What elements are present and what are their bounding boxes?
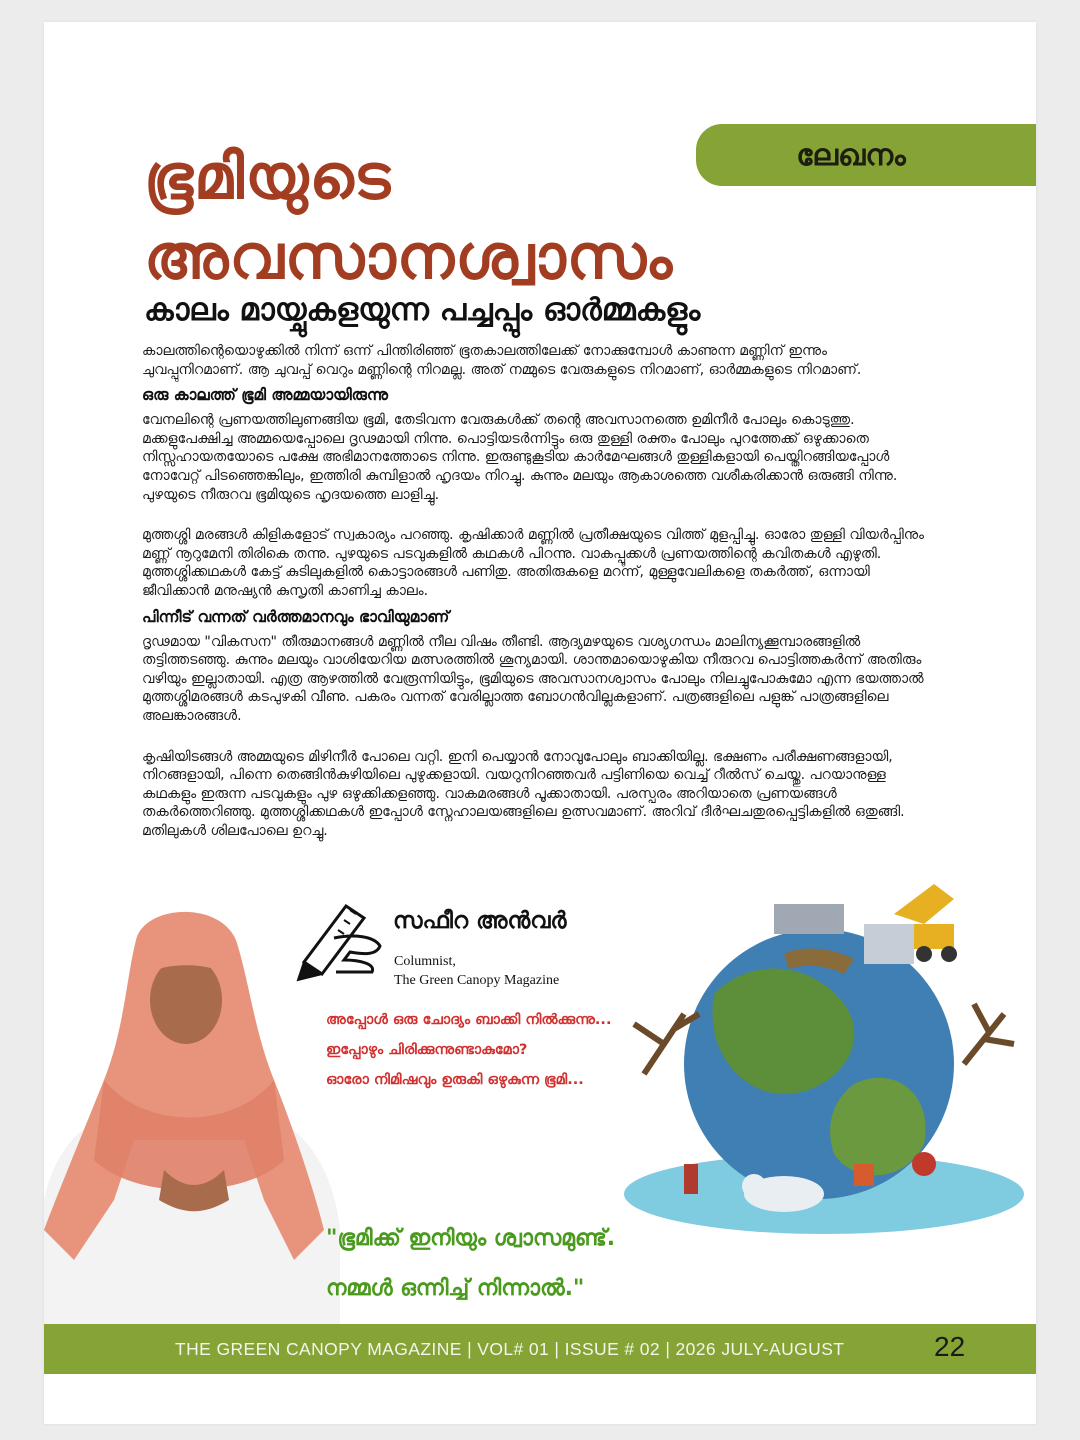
section-heading-1: ഒരു കാലത്ത് ഭൂമി അമ്മയായിരുന്നു [142, 386, 389, 405]
article-body [142, 342, 932, 840]
intro-paragraph: കാലത്തിന്റെയൊഴുക്കിൽ നിന്ന് ഒന്ന് പിന്തിരിഞ്ഞ് ഭൂതകാലത്തിലേക്ക് നോക്കുമ്പോൾ കാണുന്ന മണ്ണിന് ഇന്നും ചുവപ്പുനിറമാണ്. ആ ചുവപ്പ് വെറും മണ്ണിന്റെ നിറമല്ല. അത് നമ്മുടെ വേരുകളുടെ നിറമാണ്, ഓർമ്മകളുടെ നിറമാണ്. [142, 343, 862, 378]
paragraph-4: കൃഷിയിടങ്ങൾ അമ്മയുടെ മിഴിനീർ പോലെ വറ്റി. ഇനി പെയ്യാൻ നോവുപോലും ബാക്കിയില്ല. ഭക്ഷണം പരീക്ഷണങ്ങളായി, നിറങ്ങളായി, പിന്നെ തെങ്ങിൻകുഴിയിലെ പുഴുക്കളായി. വയറുനിറഞ്ഞവർ പട്ടിണിയെ വെച്ച് റീൽസ് ചെയ്തു. പറയാനുള്ള കഥകളും ഇരുന്ന പടവുകളും പുഴ ഒഴുക്കിക്കളഞ്ഞു. വാകമരങ്ങൾ പൂക്കാതായി. പരസ്പരം അറിയാതെ പ്രണയങ്ങൾ തകർത്തെറിഞ്ഞു. മുത്തശ്ശിക്കഥകൾ ഇപ്പോൾ സ്നേഹാലയങ്ങളിലെ ഉത്സവമാണ്. അറിവ് ദീർഘചതുരപ്പെട്ടികളിൽ ഒതുങ്ങി. മതിലുകൾ ശിലപോലെ ഉറച്ചു. [142, 748, 905, 839]
author-role: Columnist, [394, 954, 456, 969]
section-heading-2: പിന്നീട് വന്നത് വർത്തമാനവും ഭാവിയുമാണ് [142, 607, 450, 626]
title-line-1: ഭൂമിയുടെ [144, 140, 392, 213]
author-name: സഫീറ അൻവർ [393, 908, 567, 934]
paragraph-1: വേനലിന്റെ പ്രണയത്തിലുണങ്ങിയ ഭൂമി, തേടിവന്ന വേരുകൾക്ക് തന്റെ അവസാനത്തെ ഉമിനീർ പോലും കൊടുത്തു. മക്കളുപേക്ഷിച്ച അമ്മയെപ്പോലെ ദൃഢമായി നിന്നു. പൊട്ടിയടർന്നിട്ടും ഒരു തുള്ളി രക്തം പോലും പുറത്തേക്ക് ഒഴുക്കാതെ നിസ്സഹായതയോടെ പക്ഷേ അഭിമാനത്തോടെ നിന്നു. ഇരുണ്ടുകൂടിയ കാർമേഘങ്ങൾ തുള്ളികളായി പെയ്തിറങ്ങിയപ്പോൾ നോവേറ്റ് പിടഞ്ഞെങ്കിലും, ഇത്തിരി കുമ്പിളാൽ ഹൃദയം നിറച്ചു. കുന്നും മലയും ആകാശത്തെ വശീകരിക്കാൻ ഒരുങ്ങി നിന്നു. പുഴയുടെ നീരുറവ ഭൂമിയുടെ ഹൃദയത്തെ ലാളിച്ചു. [142, 412, 898, 503]
closing-quote-line-2: നമ്മൾ ഒന്നിച്ച് നിന്നാൽ." [326, 1276, 585, 1301]
footer-bar [44, 1324, 1036, 1374]
title-line-2: അവസാനശ്വാസം [144, 220, 674, 293]
section-tab: ലേഖനം [696, 124, 1036, 186]
question-line-2: ഇപ്പോഴും ചിരിക്കുന്നുണ്ടാകുമോ? [326, 1042, 528, 1058]
page-number: 22 [934, 1331, 966, 1362]
closing-quote-line-1: "ഭൂമിക്ക് ഇനിയും ശ്വാസമുണ്ട്. [326, 1226, 616, 1251]
polluted-earth-illustration [604, 864, 1036, 1240]
question-line-3: ഓരോ നിമിഷവും ഉരുകി ഒഴുകുന്ന ഭൂമി... [326, 1072, 584, 1088]
question-line-1: അപ്പോൾ ഒരു ചോദ്യം ബാക്കി നിൽക്കുന്നു... [326, 1012, 612, 1028]
paragraph-3: ദൃഢമായ "വികസന" തീരുമാനങ്ങൾ മണ്ണിൽ നീല വിഷം തീണ്ടി. ആദ്യമഴയുടെ വശ്യഗന്ധം മാലിന്യക്കൂമ്പാരങ്ങളിൽ തട്ടിത്തടഞ്ഞു. കുന്നും മലയും വാശിയേറിയ മത്സരത്തിൽ ശൂന്യമായി. ശാന്തമായൊഴുകിയ നീരുറവ പൊട്ടിത്തകർന്ന് അതിരും വഴിയും ഇല്ലാതായി. എത്ര ആഴത്തിൽ വേരൂന്നിയിട്ടും, ഭൂമിയുടെ അവസാനശ്വാസം പോലും നിലച്ചുപോകുമോ എന്ന ഭയത്താൽ മുത്തശ്ശിമരങ്ങൾ കടപുഴകി വീണു. പകരം വന്നത് വേരില്ലാത്ത ബോഗൻവില്ലകളാണ്. പത്രങ്ങളിലെ പളുങ്ക് പാത്രങ്ങളിലെ അലങ്കാരങ്ങൾ. [142, 633, 924, 724]
paragraph-2: മുത്തശ്ശി മരങ്ങൾ കിളികളോട് സ്വകാര്യം പറഞ്ഞു. കൃഷിക്കാർ മണ്ണിൽ പ്രതീക്ഷയുടെ വിത്ത് മുളപ്പിച്ചു. ഓരോ തുള്ളി വിയർപ്പിനും മണ്ണ് നൂറുമേനി തിരികെ തന്നു. പുഴയുടെ പടവുകളിൽ കഥകൾ പിറന്നു. വാകപ്പൂക്കൾ പ്രണയത്തിന്റെ കവിതകൾ എഴുതി. മുത്തശ്ശിക്കഥകൾ കേട്ട് കുടിലുകളിൽ കൊട്ടാരങ്ങൾ പണിതു. അതിരുകളെ മറന്ന്, മുള്ളുവേലികളെ തകർത്ത്, ഒന്നായി ജീവിക്കാൻ മനുഷ്യൻ കുസൃതി കാണിച്ച കാലം. [142, 527, 925, 599]
magazine-page [44, 22, 1036, 1424]
pen-writing-icon [284, 900, 384, 982]
footer-text: THE GREEN CANOPY MAGAZINE | VOL# 01 | ISSUE # 02 | 2026 JULY-AUGUST [175, 1339, 845, 1359]
subtitle: കാലം മായ്ചുകളയുന്ന പച്ചപ്പും ഓർമ്മകളും [144, 292, 701, 328]
author-magazine: The Green Canopy Magazine [394, 973, 560, 988]
